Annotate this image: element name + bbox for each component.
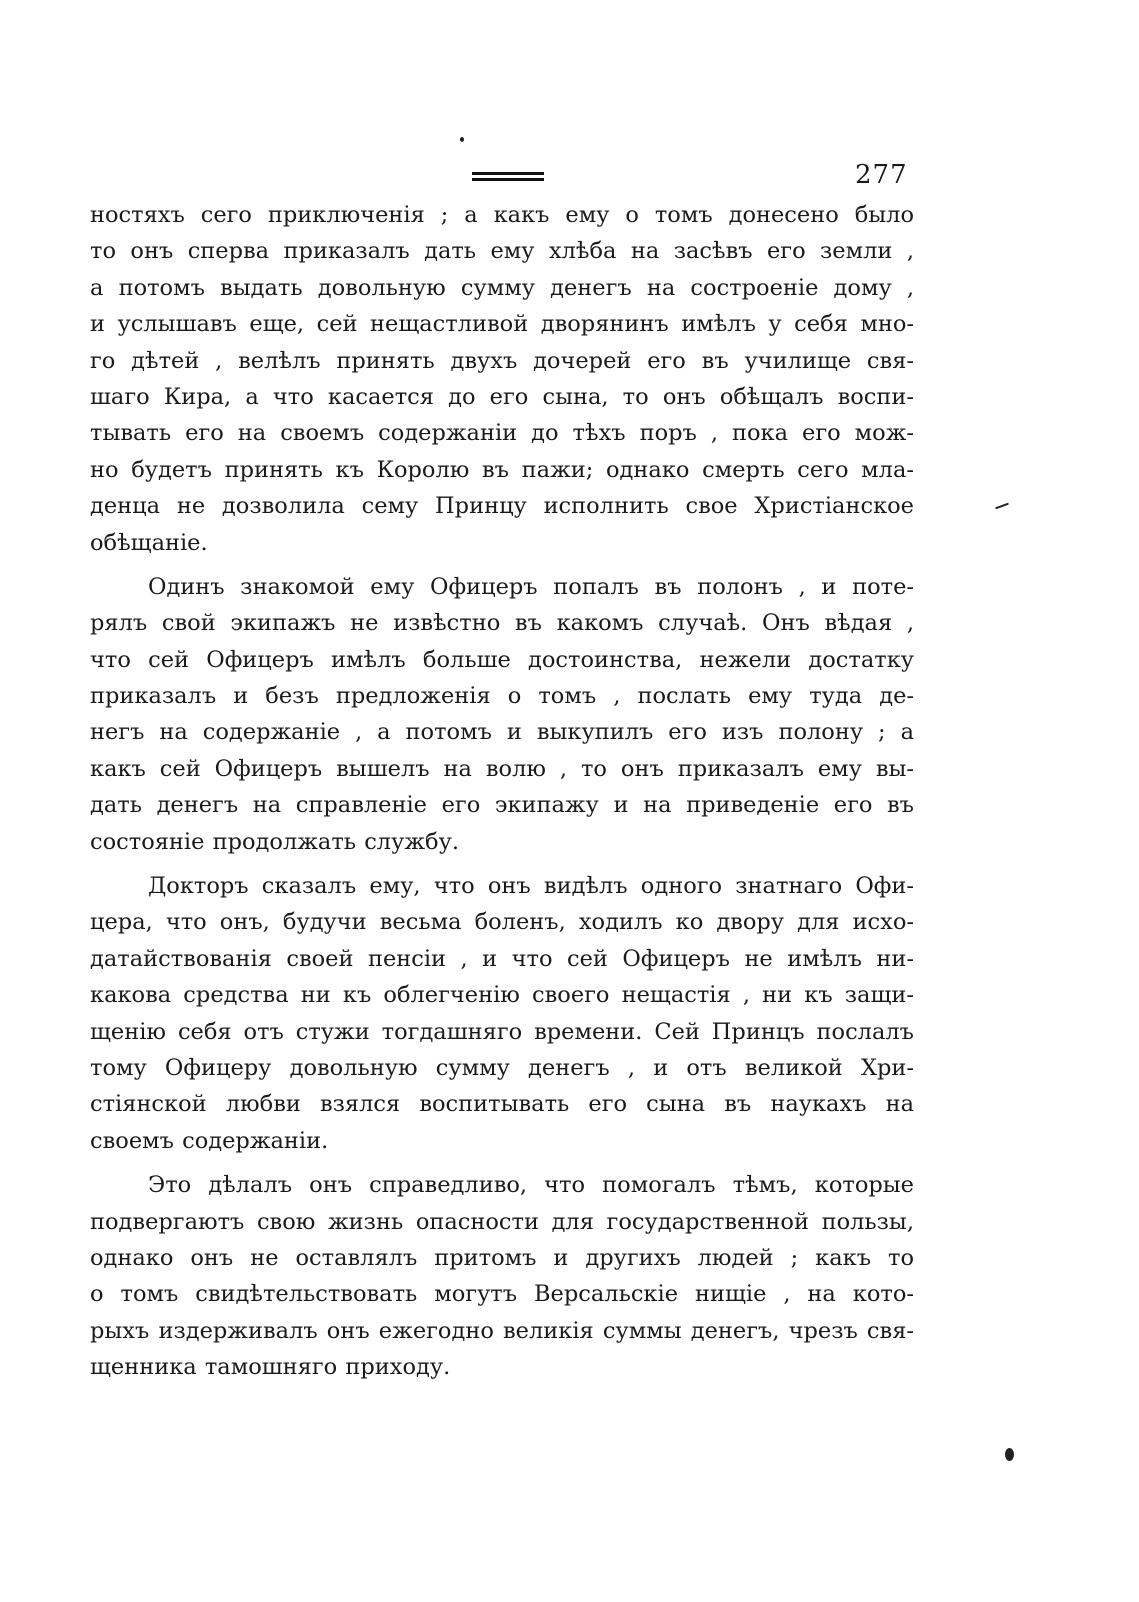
text-line: подвергаютъ свою жизнь опасности для государственной пользы, <box>90 1208 914 1235</box>
text-line: обѣщаніе. <box>90 529 208 556</box>
text-line: тому Офицеру довольную сумму денегъ , и отъ великой Хри- <box>90 1054 914 1081</box>
text-line: то онъ сперва приказалъ дать ему хлѣба на засѣвъ его земли , <box>90 238 914 265</box>
text-line: шаго Кира, а что касается до его сына, то онъ обѣщалъ воспи- <box>90 383 914 410</box>
text-line: цера, что онъ, будучи весьма боленъ, ходилъ ко двору для исхо- <box>90 909 914 936</box>
ink-speck <box>995 503 1009 510</box>
text-line: тывать его на своемъ содержаніи до тѣхъ поръ , пока его мож- <box>90 420 914 447</box>
text-line: стіянской любви взялся воспитывать его сына въ наукахъ на <box>90 1091 914 1118</box>
text-line: рыхъ издерживалъ онъ ежегодно великія суммы денегъ, чрезъ свя- <box>90 1317 914 1344</box>
text-line: какъ сей Офицеръ вышелъ на волю , то онъ приказалъ ему вы- <box>90 755 914 782</box>
text-line: о томъ свидѣтельствовать могутъ Версальскіе нищіе , на кото- <box>90 1281 914 1308</box>
text-line: своемъ содержаніи. <box>90 1127 329 1154</box>
text-line: ностяхъ сего приключенія ; а какъ ему о томъ донесено было <box>90 202 914 228</box>
text-line: денца не дозволила сему Принцу исполнить свое Христіанское <box>90 493 914 520</box>
text-line: и услышавъ еще, сей нещастливой дворянинъ имѣлъ у себя мно- <box>90 311 914 338</box>
text-line: Это дѣлалъ онъ справедливо, что помогалъ тѣмъ, которые <box>148 1172 914 1199</box>
text-line: го дѣтей , велѣлъ принять двухъ дочерей его въ училище свя- <box>90 347 914 374</box>
body-text <box>90 197 914 1386</box>
paragraph-1 <box>90 197 914 561</box>
text-line: но будетъ принять къ Королю въ пажи; однако смерть сего мла- <box>90 456 914 483</box>
paragraph-2 <box>90 569 914 860</box>
text-line: Докторъ сказалъ ему, что онъ видѣлъ одного знатнаго Офи- <box>148 873 914 900</box>
text-line: а потомъ выдать довольную сумму денегъ на состроеніе дому , <box>90 274 914 301</box>
paragraph-4 <box>90 1167 914 1385</box>
text-line: что сей Офицеръ имѣлъ больше достоинства, нежели достатку <box>90 646 914 673</box>
text-line: Одинъ знакомой ему Офицеръ попалъ въ полонъ , и поте- <box>148 573 914 600</box>
text-line: какова средства ни къ облегченію своего нещастія , ни къ защи- <box>90 982 914 1009</box>
text-line: рялъ свой экипажъ не извѣстно въ какомъ случаѣ. Онъ вѣдая , <box>90 610 914 637</box>
text-line: щенію себя отъ стужи тогдашняго времени. Сей Принцъ послалъ <box>90 1018 914 1045</box>
header-ornament-rule <box>472 172 544 182</box>
text-line: приказалъ и безъ предложенія о томъ , послать ему туда де- <box>90 683 914 710</box>
text-line: щенника тамошняго приходу. <box>90 1354 451 1381</box>
text-line: дать денегъ на справленіе его экипажу и на приведеніе его въ <box>90 792 914 819</box>
text-line: датайствованія своей пенсіи , и что сей Офицеръ не имѣлъ ни- <box>90 945 914 972</box>
text-line: негъ на содержаніе , а потомъ и выкупилъ его изъ полону ; а <box>90 719 914 746</box>
ink-speck <box>460 137 464 142</box>
page-number: 277 <box>855 160 908 190</box>
text-line: однако онъ не оставлялъ притомъ и другихъ людей ; какъ то <box>90 1244 914 1271</box>
text-line: состояніе продолжать службу. <box>90 828 459 855</box>
ink-speck <box>1005 1448 1014 1461</box>
paragraph-3 <box>90 868 914 1159</box>
